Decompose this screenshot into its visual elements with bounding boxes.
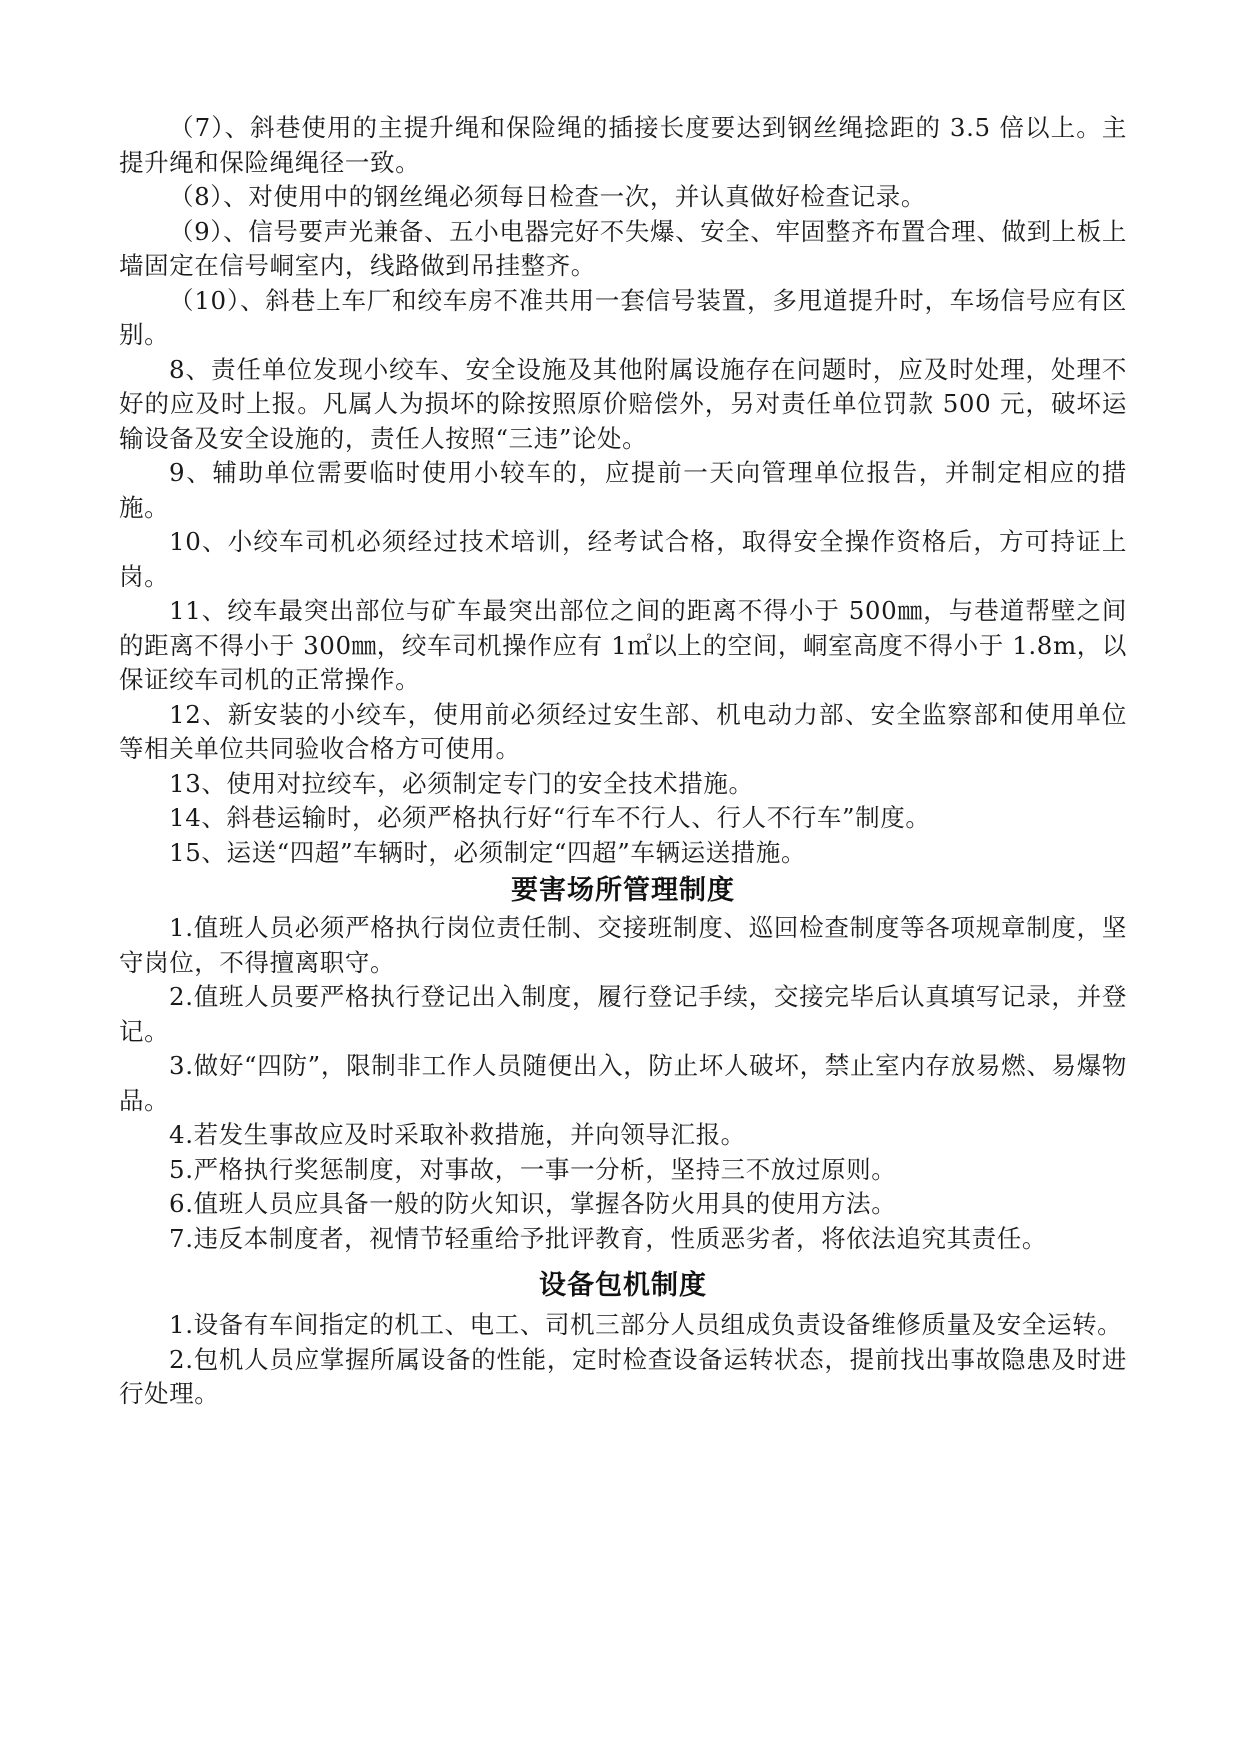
document-page — [119, 111, 1127, 1412]
paragraph: 4.若发生事故应及时采取补救措施，并向领导汇报。 — [169, 1120, 746, 1149]
paragraph: 10、小绞车司机必须经过技术培训，经考试合格，取得安全操作资格后，方可持证上岗。 — [119, 527, 1127, 591]
section-heading: 设备包机制度 — [539, 1270, 707, 1301]
paragraph: 12、新安装的小绞车，使用前必须经过安生部、机电动力部、安全监察部和使用单位等相关单位共同验收合格方可使用。 — [119, 699, 1127, 763]
paragraph: 9、辅助单位需要临时使用小较车的，应提前一天向管理单位报告，并制定相应的措施。 — [119, 458, 1127, 522]
key-places-section — [119, 870, 1127, 1256]
paragraph: （10）、斜巷上车厂和绞车房不准共用一套信号装置，多甩道提升时，车场信号应有区别。 — [119, 285, 1127, 349]
paragraph: （7）、斜巷使用的主提升绳和保险绳的插接长度要达到钢丝绳捻距的 3.5 倍以上。主提升绳和保险绳绳径一致。 — [119, 113, 1127, 177]
paragraph: 6.值班人员应具备一般的防火知识，掌握各防火用具的使用方法。 — [169, 1189, 897, 1218]
paragraph: （9）、信号要声光兼备、五小电器完好不失爆、安全、牢固整齐布置合理、做到上板上墙固定在信号峒室内，线路做到吊挂整齐。 — [119, 216, 1127, 280]
paragraph: 5.严格执行奖惩制度，对事故，一事一分析，坚持三不放过原则。 — [169, 1154, 897, 1184]
paragraph: 15、运送“四超”车辆时，必须制定“四超”车辆运送措施。 — [169, 837, 807, 867]
winch-rules-section — [119, 111, 1127, 870]
paragraph: 13、使用对拉绞车，必须制定专门的安全技术措施。 — [169, 768, 754, 798]
paragraph: 2.包机人员应掌握所属设备的性能，定时检查设备运转状态，提前找出事故隐患及时进行处理。 — [119, 1344, 1127, 1408]
paragraph: 14、斜巷运输时，必须严格执行好“行车不行人、行人不行车”制度。 — [169, 803, 931, 832]
paragraph: 2.值班人员要严格执行登记出入制度，履行登记手续，交接完毕后认真填写记录，并登记。 — [119, 982, 1127, 1046]
paragraph: 3.做好“四防”，限制非工作人员随便出入，防止坏人破坏，禁止室内存放易燃、易爆物品。 — [119, 1051, 1127, 1115]
paragraph: （8）、对使用中的钢丝绳必须每日检查一次，并认真做好检查记录。 — [169, 182, 926, 211]
paragraph: 1.值班人员必须严格执行岗位责任制、交接班制度、巡回检查制度等各项规章制度，坚守岗位，不得擅离职守。 — [119, 913, 1127, 977]
paragraph: 11、绞车最突出部位与矿车最突出部位之间的距离不得小于 500㎜，与巷道帮壁之间的距离不得小于 300㎜，绞车司机操作应有 1㎡以上的空间，峒室高度不得小于 1.8m，以保证绞车司机的正常操作。 — [119, 596, 1127, 694]
equipment-contract-section — [119, 1264, 1127, 1412]
paragraph: 8、责任单位发现小绞车、安全设施及其他附属设施存在问题时，应及时处理，处理不好的应及时上报。凡属人为损坏的除按照原价赔偿外，另对责任单位罚款 500 元，破坏运输设备及安全设施的，责任人按照“三违”论处。 — [119, 354, 1127, 453]
paragraph: 1.设备有车间指定的机工、电工、司机三部分人员组成负责设备维修质量及安全运转。 — [169, 1310, 1123, 1339]
section-heading: 要害场所管理制度 — [511, 875, 735, 906]
paragraph: 7.违反本制度者，视情节轻重给予批评教育，性质恶劣者，将依法追究其责任。 — [169, 1223, 1047, 1253]
